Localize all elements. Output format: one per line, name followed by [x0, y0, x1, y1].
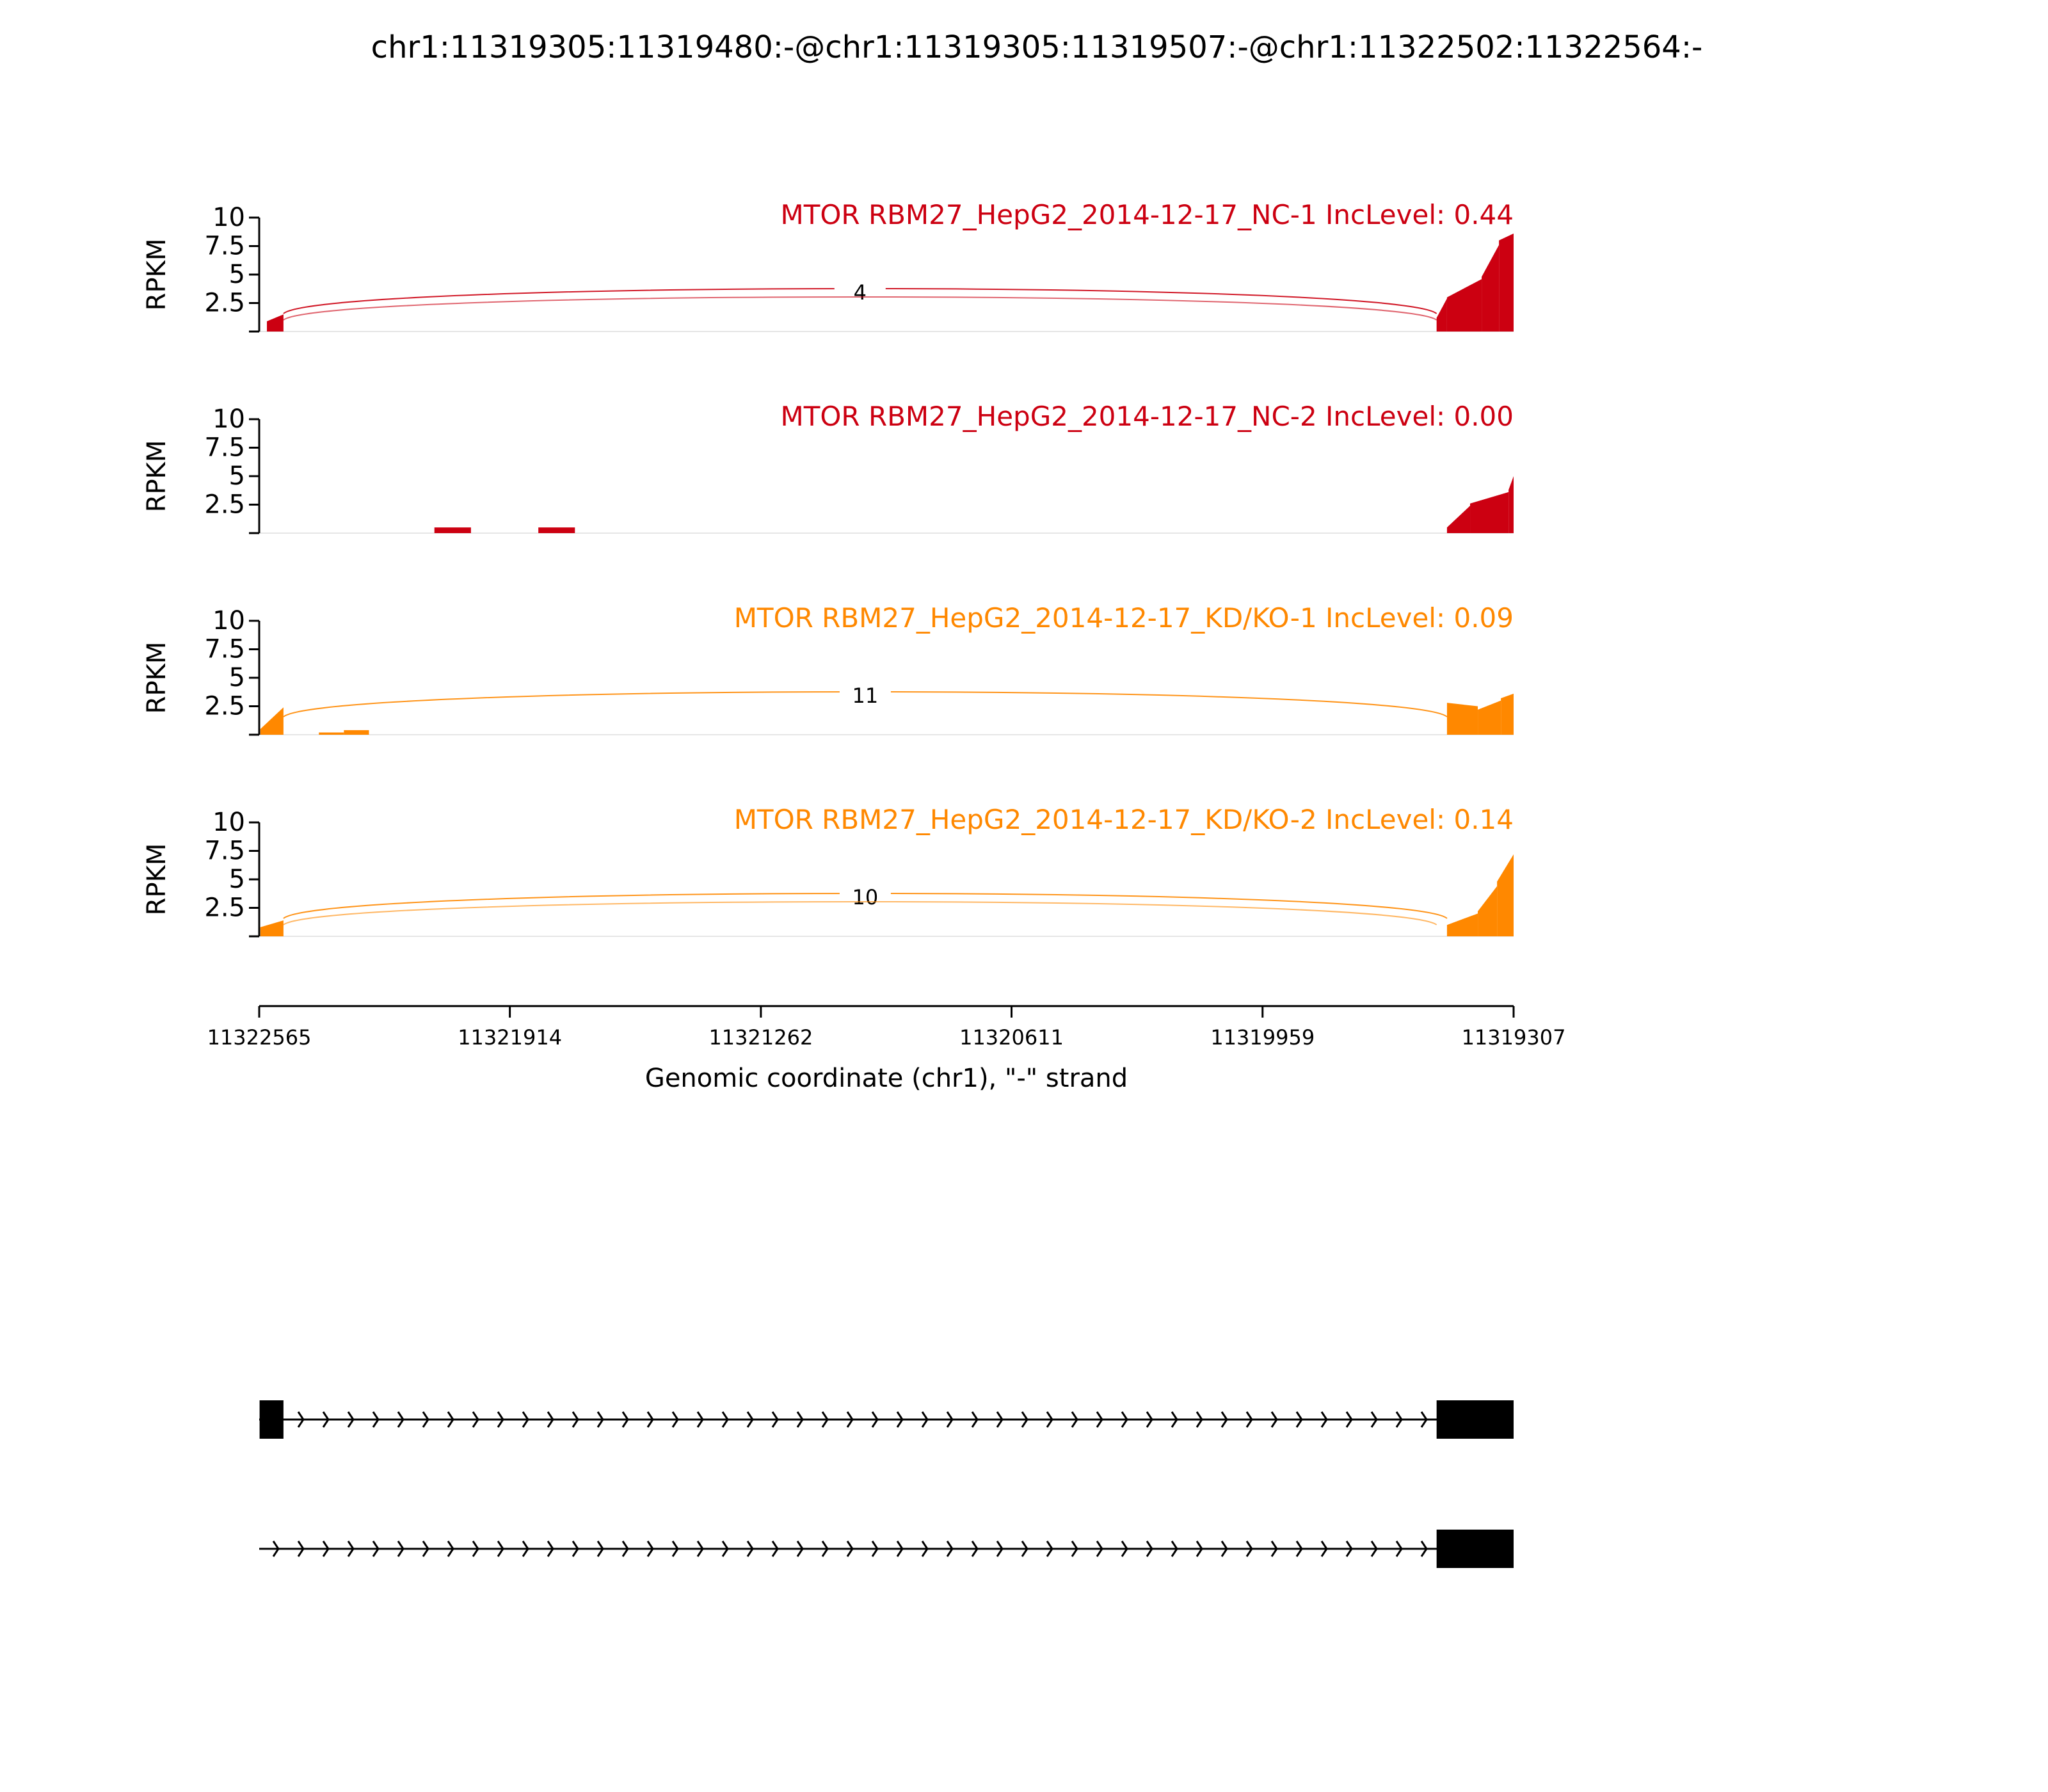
figure-title: chr1:11319305:11319480:-@chr1:11319305:11319507:-@chr1:11322502:11322564:- — [371, 29, 1703, 65]
junction-label: 4 — [853, 280, 867, 305]
coverage-block — [344, 730, 369, 735]
coverage-block — [267, 314, 284, 332]
coverage-block — [1497, 854, 1514, 936]
x-tick-label: 11322565 — [207, 1025, 312, 1050]
coverage-block — [1447, 703, 1478, 735]
exon-block — [260, 1400, 284, 1439]
x-axis — [207, 1006, 1566, 1050]
coverage-block — [1499, 234, 1514, 332]
coverage-block — [1447, 913, 1478, 936]
y-tick-label: 2.5 — [204, 893, 245, 923]
coverage-panels — [142, 199, 1514, 936]
y-tick-label: 2.5 — [204, 288, 245, 318]
coverage-block — [435, 527, 471, 533]
coverage-block — [1501, 694, 1514, 735]
y-tick-label: 10 — [212, 404, 245, 434]
x-tick-label: 11319307 — [1461, 1025, 1566, 1050]
y-tick-label: 10 — [212, 203, 245, 232]
isoform-2 — [259, 1530, 1514, 1568]
x-tick-label: 11320611 — [959, 1025, 1064, 1050]
y-tick-label: 7.5 — [204, 231, 245, 261]
coverage-block — [1447, 506, 1470, 533]
y-tick-label: 2.5 — [204, 691, 245, 721]
coverage-panel-2 — [142, 401, 1514, 533]
exon-block — [1437, 1530, 1514, 1568]
coverage-block — [1470, 492, 1508, 533]
coverage-block — [319, 732, 344, 735]
x-tick-label: 11321262 — [708, 1025, 813, 1050]
coverage-block — [1478, 701, 1501, 735]
y-tick-label: 7.5 — [204, 836, 245, 866]
exon-block — [1437, 1400, 1514, 1439]
y-tick-label: 10 — [212, 808, 245, 837]
coverage-block — [538, 527, 575, 533]
y-tick-label: 5 — [228, 461, 245, 491]
y-axis-label: RPKM — [142, 641, 172, 714]
coverage-block — [1478, 886, 1497, 936]
coverage-block — [260, 920, 284, 936]
x-tick-label: 11319959 — [1210, 1025, 1315, 1050]
coverage-block — [1508, 476, 1514, 533]
panel-title: MTOR RBM27_HepG2_2014-12-17_KD/KO-2 IncLevel: 0.14 — [733, 804, 1514, 835]
panel-title: MTOR RBM27_HepG2_2014-12-17_KD/KO-1 IncLevel: 0.09 — [733, 602, 1514, 634]
y-axis-label: RPKM — [142, 238, 172, 311]
coverage-panel-4 — [142, 804, 1514, 936]
y-tick-label: 7.5 — [204, 433, 245, 463]
panel-title: MTOR RBM27_HepG2_2014-12-17_NC-1 IncLevel: 0.44 — [780, 199, 1514, 230]
y-tick-label: 10 — [212, 606, 245, 636]
coverage-block — [1447, 279, 1482, 332]
junction-label: 11 — [852, 684, 879, 708]
y-tick-label: 5 — [228, 260, 245, 289]
x-axis-label: Genomic coordinate (chr1), "-" strand — [644, 1064, 1128, 1093]
y-tick-label: 7.5 — [204, 634, 245, 664]
y-tick-label: 5 — [228, 865, 245, 894]
coverage-block — [1482, 245, 1499, 332]
junction-label: 10 — [852, 885, 879, 909]
coverage-block — [1437, 298, 1447, 332]
y-axis-label: RPKM — [142, 843, 172, 916]
coverage-block — [260, 707, 284, 735]
y-tick-label: 2.5 — [204, 490, 245, 520]
y-tick-label: 5 — [228, 663, 245, 692]
coverage-panel-1 — [142, 199, 1514, 332]
isoform-track — [259, 1400, 1514, 1568]
isoform-1 — [259, 1400, 1514, 1439]
x-tick-label: 11321914 — [458, 1025, 563, 1050]
panel-title: MTOR RBM27_HepG2_2014-12-17_NC-2 IncLevel: 0.00 — [780, 401, 1514, 432]
y-axis-label: RPKM — [142, 440, 172, 513]
coverage-panel-3 — [142, 602, 1514, 735]
